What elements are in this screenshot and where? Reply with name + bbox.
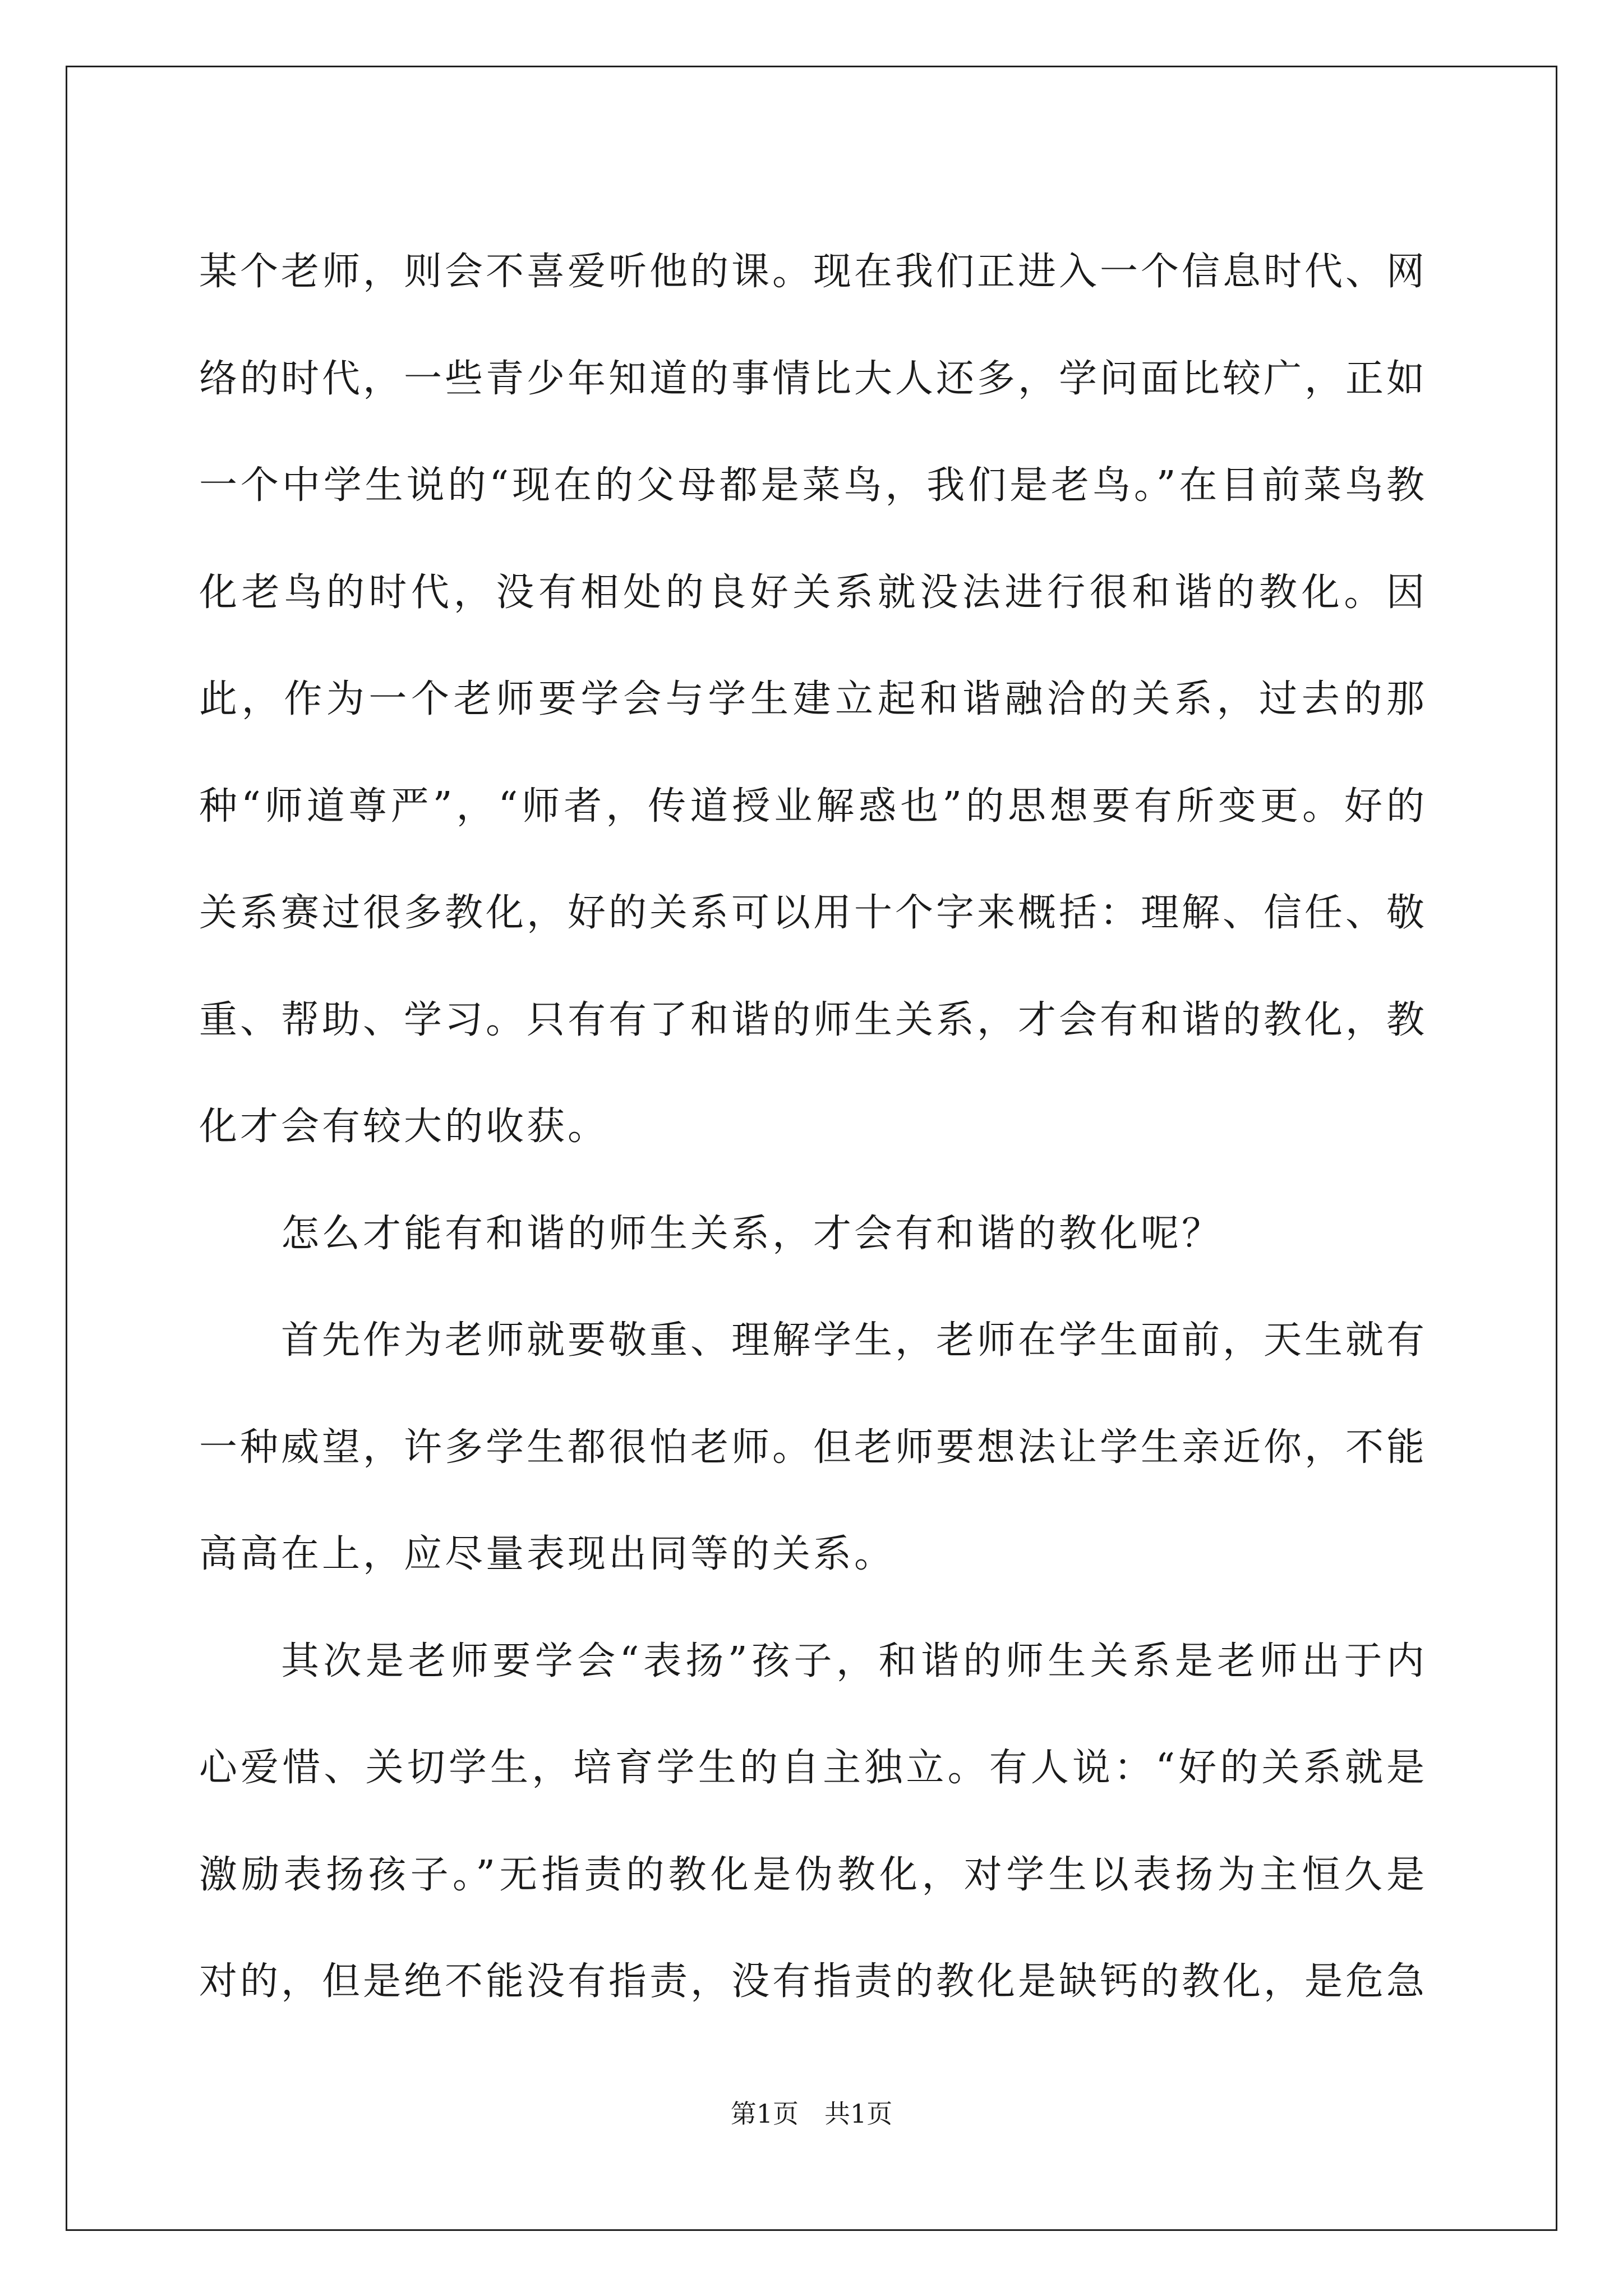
page-number-current: 第1页 [730,2099,799,2129]
paragraph: 某个老师，则会不喜爱听他的课。现在我们正进入一个信息时代、网络的时代，一些青少年知道的事情比大人还多，学问面比较广，正如一个中学生说的“现在的父母都是菜鸟，我们是老鸟。”在目前菜鸟教化老鸟的时代，没有相处的良好关系就没法进行很和谐的教化。因此，作为一个老师要学会与学生建立起和谐融洽的关系，过去的那种“师道尊严”，“师者，传道授业解惑也”的思想要有所变更。好的关系赛过很多教化，好的关系可以用十个字来概括：理解、信任、敬重、帮助、学习。只有有了和谐的师生关系，才会有和谐的教化，教化才会有较大的收获。 [199,250,1428,1149]
paragraph: 首先作为老师就要敬重、理解学生，老师在学生面前，天生就有一种威望，许多学生都很怕老师。但老师要想法让学生亲近你，不能高高在上，应尽量表现出同等的关系。 [199,1318,1428,1576]
document-body [199,219,1427,2036]
page-footer [0,2097,1623,2131]
paragraph: 怎么才能有和谐的师生关系，才会有和谐的教化呢？ [281,1211,1223,1256]
page-number-total: 共1页 [824,2099,893,2129]
paragraph: 其次是老师要学会“表扬”孩子，和谐的师生关系是老师出于内心爱惜、关切学生，培育学生的自主独立。有人说：“好的关系就是激励表扬孩子。”无指责的教化是伪教化，对学生以表扬为主恒久是对的，但是绝不能没有指责，没有指责的教化是缺钙的教化，是危急 [199,1639,1428,2004]
